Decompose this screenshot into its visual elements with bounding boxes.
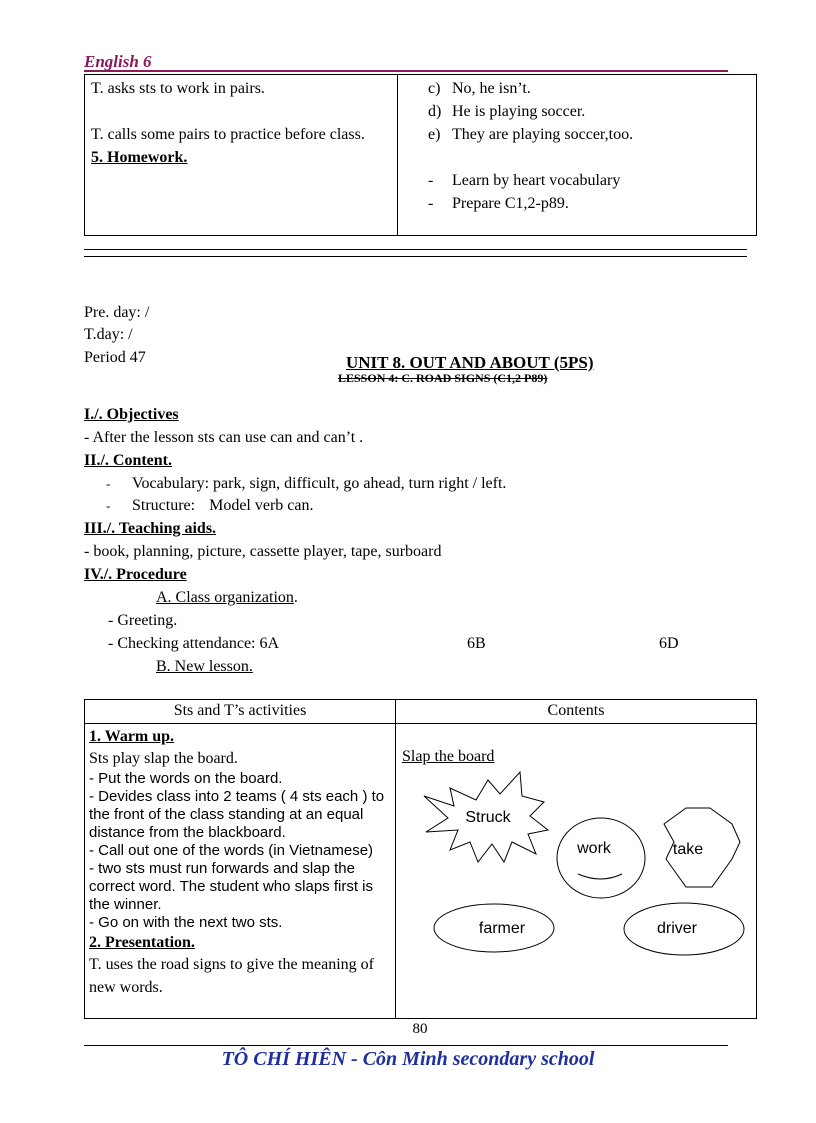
top-table-left-cell bbox=[85, 75, 398, 236]
warmup-step-3: - Call out one of the words (in Vietnamese) bbox=[89, 842, 374, 859]
col1-header: Sts and T’s activities bbox=[85, 700, 396, 724]
period: Period 47 bbox=[84, 349, 146, 366]
procedure-heading: IV./. Procedure bbox=[84, 566, 187, 583]
objectives-heading: I./. Objectives bbox=[84, 406, 179, 423]
homework-item-1-marker: - bbox=[428, 172, 434, 189]
work-circle-shape bbox=[557, 818, 645, 898]
answer-e-text: They are playing soccer,too. bbox=[452, 126, 634, 143]
pre-day: Pre. day: / bbox=[84, 304, 150, 321]
vocabulary-bullet: - bbox=[106, 476, 111, 491]
attendance: - Checking attendance: 6A bbox=[108, 635, 280, 652]
answer-c-text: No, he isn’t. bbox=[452, 80, 531, 97]
unit-title: UNIT 8. OUT AND ABOUT (5PS) bbox=[346, 353, 594, 372]
class-organization-line bbox=[156, 586, 298, 609]
warmup-step-4: - two sts must run forwards and slap the correct word. The student who slaps first is the winner. bbox=[89, 860, 374, 913]
header-rule bbox=[84, 70, 728, 72]
activities-cell bbox=[85, 724, 396, 1019]
slap-board-diagram bbox=[396, 724, 756, 994]
vocabulary-text: Vocabulary: park, sign, difficult, go ahead, turn right / left. bbox=[132, 475, 507, 492]
homework-heading: 5. Homework. bbox=[91, 149, 188, 166]
structure-bullet: - bbox=[106, 498, 111, 513]
warmup-heading: 1. Warm up. bbox=[89, 728, 175, 745]
footer-rule bbox=[84, 1045, 728, 1046]
top-table bbox=[84, 74, 757, 236]
answer-c-marker: c) bbox=[428, 80, 441, 97]
greeting: - Greeting. bbox=[108, 612, 178, 629]
structure-line bbox=[106, 494, 314, 517]
class-6b: 6B bbox=[467, 635, 486, 652]
contents-cell bbox=[396, 724, 757, 1019]
homework-item-2-text: Prepare C1,2-p89. bbox=[452, 195, 569, 212]
class-organization-dot: . bbox=[293, 589, 298, 606]
warmup-step-5: - Go on with the next two sts. bbox=[89, 914, 283, 931]
warmup-intro: Sts play slap the board. bbox=[89, 750, 238, 767]
warmup-step-2: - Devides class into 2 teams ( 4 sts each ) to the front of the class standing at an equal distance from the blackboard. bbox=[89, 788, 385, 841]
answer-e bbox=[428, 123, 750, 146]
objectives-text: - After the lesson sts can use can and can’t . bbox=[84, 429, 364, 446]
slap-board-title: Slap the board bbox=[402, 748, 495, 765]
structure-label: Structure: bbox=[132, 497, 196, 514]
homework-item-2 bbox=[428, 192, 750, 215]
answer-d-marker: d) bbox=[428, 103, 442, 120]
left-line-1: T. asks sts to work in pairs. bbox=[91, 80, 265, 97]
take-word: take bbox=[672, 841, 704, 858]
aids-heading: III./. Teaching aids. bbox=[84, 520, 217, 537]
answer-e-marker: e) bbox=[428, 126, 441, 143]
top-table-right-cell bbox=[398, 75, 757, 236]
presentation-heading: 2. Presentation. bbox=[89, 934, 195, 951]
new-lesson: B. New lesson. bbox=[156, 658, 253, 675]
warmup-step-1: - Put the words on the board. bbox=[89, 770, 283, 787]
content-heading: II./. Content. bbox=[84, 452, 173, 469]
homework-item-1-text: Learn by heart vocabulary bbox=[452, 172, 621, 189]
farmer-word: farmer bbox=[478, 920, 526, 937]
homework-item-1 bbox=[428, 169, 750, 192]
struck-word: Struck bbox=[465, 809, 511, 826]
answer-d bbox=[428, 100, 750, 123]
page-header-title: English 6 bbox=[84, 52, 152, 71]
double-rule-bottom bbox=[84, 256, 747, 257]
class-organization: A. Class organization bbox=[156, 589, 294, 606]
double-rule-top bbox=[84, 249, 747, 250]
presentation-text: T. uses the road signs to give the meaning of new words. bbox=[89, 956, 374, 996]
homework-item-2-marker: - bbox=[428, 195, 434, 212]
col2-header: Contents bbox=[396, 700, 757, 724]
vocabulary-line bbox=[106, 472, 506, 495]
lesson-title: LESSON 4: C. ROAD SIGNS (C1,2 P89) bbox=[338, 371, 548, 385]
footer-text: TÔ CHÍ HIÊN - Côn Minh secondary school bbox=[221, 1048, 595, 1070]
answer-d-text: He is playing soccer. bbox=[452, 103, 586, 120]
aids-text: - book, planning, picture, cassette player, tape, surboard bbox=[84, 543, 442, 560]
driver-word: driver bbox=[656, 920, 698, 937]
class-6d: 6D bbox=[659, 635, 679, 652]
left-line-2: T. calls some pairs to practice before class. bbox=[91, 126, 365, 143]
answer-c bbox=[428, 77, 750, 100]
t-day: T.day: / bbox=[84, 326, 133, 343]
structure-value: Model verb can. bbox=[209, 497, 314, 514]
page-number: 80 bbox=[412, 1021, 428, 1037]
activities-table bbox=[84, 699, 757, 1019]
work-word: work bbox=[577, 840, 611, 857]
